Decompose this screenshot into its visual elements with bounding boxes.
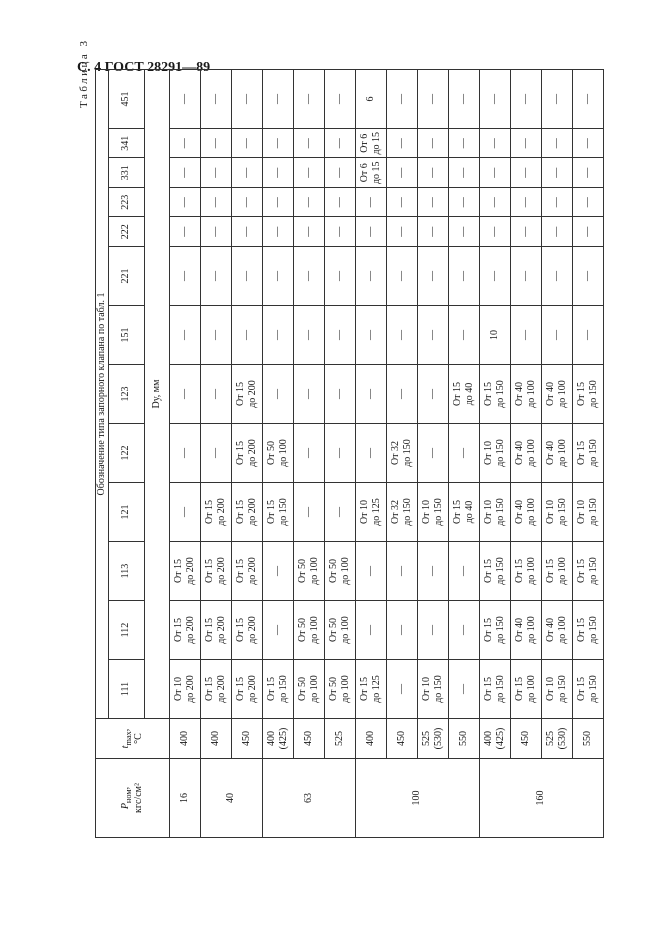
dn-range-cell: — bbox=[479, 247, 510, 306]
table-row bbox=[324, 70, 355, 838]
table-row bbox=[169, 70, 200, 838]
temperature-cell: 525 (530) bbox=[541, 719, 572, 759]
dn-range-cell: От 50 до 100 bbox=[324, 601, 355, 660]
dn-range-cell: — bbox=[262, 247, 293, 306]
dn-range-cell: — bbox=[262, 70, 293, 129]
table-row bbox=[510, 70, 541, 838]
table-head bbox=[96, 70, 170, 838]
dn-range-cell: — bbox=[417, 601, 448, 660]
dn-range-cell: — bbox=[262, 158, 293, 188]
pressure-cell: 160 bbox=[479, 759, 603, 838]
dn-range-cell: От 10 до 150 bbox=[417, 483, 448, 542]
dn-range-cell: От 15 до 100 bbox=[510, 542, 541, 601]
dn-range-cell: — bbox=[293, 129, 324, 159]
page-header: С. 4 ГОСТ 28291—89 bbox=[77, 60, 211, 75]
temperature-cell: 400 (425) bbox=[479, 719, 510, 759]
dn-range-cell: — bbox=[448, 247, 479, 306]
dn-range-cell: — bbox=[479, 158, 510, 188]
dn-range-cell: — bbox=[355, 306, 386, 365]
valve-type-151: 151 bbox=[108, 306, 144, 365]
dn-range-cell: — bbox=[386, 188, 417, 218]
dn-range-cell: — bbox=[231, 158, 262, 188]
dn-range-cell: — bbox=[386, 70, 417, 129]
valve-type-123: 123 bbox=[108, 365, 144, 424]
dn-range-cell: — bbox=[448, 306, 479, 365]
dn-range-cell: — bbox=[355, 601, 386, 660]
temperature-cell: 525 (530) bbox=[417, 719, 448, 759]
valve-type-112: 112 bbox=[108, 601, 144, 660]
dn-range-cell: — bbox=[479, 129, 510, 159]
table-row bbox=[572, 70, 603, 838]
dn-range-cell: — bbox=[386, 365, 417, 424]
dn-range-cell: От 15 до 200 bbox=[200, 601, 231, 660]
temperature-cell: 450 bbox=[386, 719, 417, 759]
table-row bbox=[355, 70, 386, 838]
dn-range-cell: От 10 до 150 bbox=[417, 660, 448, 719]
temperature-cell: 450 bbox=[293, 719, 324, 759]
dn-range-cell: — bbox=[541, 158, 572, 188]
dn-range-cell: — bbox=[324, 129, 355, 159]
dn-range-cell: — bbox=[386, 217, 417, 247]
dn-range-cell: — bbox=[262, 306, 293, 365]
dn-range-cell: — bbox=[448, 660, 479, 719]
dn-range-cell: От 40 до 100 bbox=[510, 424, 541, 483]
dn-range-cell: — bbox=[386, 306, 417, 365]
dn-range-cell: — bbox=[169, 306, 200, 365]
temperature-cell: 400 bbox=[200, 719, 231, 759]
temperature-header: $t_{max}$, °C bbox=[96, 719, 170, 759]
dn-range-cell: — bbox=[572, 158, 603, 188]
table-caption: Таблица 3 bbox=[78, 38, 90, 108]
valve-type-222: 222 bbox=[108, 217, 144, 247]
dn-range-cell: — bbox=[262, 188, 293, 218]
dn-range-cell: От 15 до 150 bbox=[572, 601, 603, 660]
valve-type-122: 122 bbox=[108, 424, 144, 483]
dn-range-cell: От 10 до 200 bbox=[169, 660, 200, 719]
dn-range-cell: От 15 до 200 bbox=[231, 660, 262, 719]
dn-range-cell: От 40 до 100 bbox=[510, 365, 541, 424]
valve-type-341: 341 bbox=[108, 129, 144, 159]
dn-range-cell: От 15 до 150 bbox=[572, 424, 603, 483]
dn-range-cell: — bbox=[417, 306, 448, 365]
dn-range-cell: — bbox=[200, 129, 231, 159]
dn-range-cell: От 15 до 150 bbox=[262, 660, 293, 719]
dn-range-cell: От 40 до 100 bbox=[541, 601, 572, 660]
dn-range-cell: — bbox=[448, 70, 479, 129]
dn-range-cell: — bbox=[293, 70, 324, 129]
pressure-cell: 16 bbox=[169, 759, 200, 838]
valve-type-221: 221 bbox=[108, 247, 144, 306]
dn-range-cell: — bbox=[572, 247, 603, 306]
table-row bbox=[262, 70, 293, 838]
dn-range-cell: — bbox=[417, 247, 448, 306]
dn-range-cell: — bbox=[200, 188, 231, 218]
dn-range-cell: — bbox=[324, 70, 355, 129]
dn-range-cell: 10 bbox=[479, 306, 510, 365]
dn-range-cell: От 15 до 100 bbox=[541, 542, 572, 601]
dn-range-cell: — bbox=[479, 188, 510, 218]
dn-range-cell: — bbox=[386, 660, 417, 719]
dn-range-cell: — bbox=[448, 129, 479, 159]
temperature-cell: 525 bbox=[324, 719, 355, 759]
dn-range-cell: — bbox=[293, 424, 324, 483]
dn-range-cell: — bbox=[417, 365, 448, 424]
dn-range-cell: От 10 до 150 bbox=[479, 483, 510, 542]
dn-range-cell: — bbox=[324, 247, 355, 306]
dn-range-cell: — bbox=[262, 542, 293, 601]
dn-range-cell: — bbox=[572, 217, 603, 247]
dn-range-cell: От 15 до 150 bbox=[572, 365, 603, 424]
dn-range-cell: — bbox=[169, 129, 200, 159]
temperature-cell: 550 bbox=[572, 719, 603, 759]
dn-range-cell: — bbox=[231, 217, 262, 247]
dn-range-cell: — bbox=[355, 424, 386, 483]
dn-range-cell: — bbox=[231, 188, 262, 218]
dn-range-cell: — bbox=[293, 158, 324, 188]
dn-range-cell: От 10 до 125 bbox=[355, 483, 386, 542]
table-row bbox=[293, 70, 324, 838]
dn-range-cell: — bbox=[293, 217, 324, 247]
dn-range-cell: — bbox=[510, 188, 541, 218]
dn-range-cell: — bbox=[231, 129, 262, 159]
temperature-cell: 400 bbox=[169, 719, 200, 759]
dn-range-cell: От 15 до 150 bbox=[479, 601, 510, 660]
dn-range-cell: — bbox=[293, 306, 324, 365]
dn-range-cell: От 15 до 150 bbox=[262, 483, 293, 542]
nominal-diameter-label: Dу, мм bbox=[144, 70, 169, 719]
dn-range-cell: От 32 до 150 bbox=[386, 483, 417, 542]
dn-range-cell: От 10 до 150 bbox=[541, 660, 572, 719]
dn-range-cell: — bbox=[169, 424, 200, 483]
pressure-cell: 100 bbox=[355, 759, 479, 838]
dn-range-cell: От 15 до 200 bbox=[169, 601, 200, 660]
table-body bbox=[169, 70, 603, 838]
dn-range-cell: — bbox=[448, 424, 479, 483]
dn-range-cell: — bbox=[448, 601, 479, 660]
dn-range-cell: — bbox=[541, 217, 572, 247]
dn-range-cell: — bbox=[541, 188, 572, 218]
dn-range-cell: — bbox=[200, 247, 231, 306]
dn-range-cell: — bbox=[231, 70, 262, 129]
temperature-cell: 450 bbox=[231, 719, 262, 759]
dn-range-cell: — bbox=[386, 129, 417, 159]
dn-range-cell: — bbox=[262, 365, 293, 424]
pressure-header: $P_{ном}$, кгс/см² bbox=[96, 759, 170, 838]
group-title-row bbox=[96, 70, 109, 838]
dn-range-cell: — bbox=[479, 217, 510, 247]
dn-range-cell: — bbox=[417, 542, 448, 601]
dn-range-cell: От 15 до 40 bbox=[448, 365, 479, 424]
table-row bbox=[541, 70, 572, 838]
dn-range-cell: От 15 до 40 bbox=[448, 483, 479, 542]
dn-range-cell: — bbox=[510, 217, 541, 247]
dn-range-cell: — bbox=[293, 365, 324, 424]
dn-range-cell: — bbox=[355, 247, 386, 306]
dn-range-cell: — bbox=[572, 306, 603, 365]
dn-range-cell: — bbox=[448, 158, 479, 188]
dn-range-cell: — bbox=[448, 217, 479, 247]
dn-range-cell: — bbox=[293, 188, 324, 218]
dn-range-cell: — bbox=[262, 217, 293, 247]
dn-range-cell: — bbox=[324, 365, 355, 424]
dn-range-cell: От 50 до 100 bbox=[293, 542, 324, 601]
dn-range-cell: — bbox=[479, 70, 510, 129]
dn-range-cell: — bbox=[386, 542, 417, 601]
dn-range-cell: От 40 до 100 bbox=[541, 424, 572, 483]
dn-range-cell: От 40 до 100 bbox=[510, 483, 541, 542]
dn-range-cell: — bbox=[417, 129, 448, 159]
dn-range-cell: От 15 до 200 bbox=[231, 365, 262, 424]
pressure-cell: 63 bbox=[262, 759, 355, 838]
dn-range-cell: От 15 до 150 bbox=[572, 542, 603, 601]
dn-range-cell: От 15 до 150 bbox=[479, 660, 510, 719]
dn-range-cell: — bbox=[169, 188, 200, 218]
dn-range-cell: — bbox=[324, 306, 355, 365]
valve-type-group-title: Обозначение типа запорного клапана по табл. 1 bbox=[96, 70, 109, 719]
dn-range-cell: От 32 до 150 bbox=[386, 424, 417, 483]
valve-type-111: 111 bbox=[108, 660, 144, 719]
dn-range-cell: От 50 до 100 bbox=[293, 601, 324, 660]
table-row bbox=[386, 70, 417, 838]
dn-range-cell: — bbox=[417, 158, 448, 188]
dn-range-cell: — bbox=[417, 188, 448, 218]
dn-range-cell: — bbox=[386, 158, 417, 188]
dn-range-cell: — bbox=[293, 247, 324, 306]
table-row bbox=[417, 70, 448, 838]
dn-range-cell: — bbox=[200, 306, 231, 365]
dn-range-cell: — bbox=[169, 217, 200, 247]
dn-range-cell: От 10 до 150 bbox=[572, 483, 603, 542]
dn-range-cell: — bbox=[324, 188, 355, 218]
dn-range-cell: От 15 до 150 bbox=[479, 365, 510, 424]
dn-range-cell: От 15 до 200 bbox=[200, 483, 231, 542]
dn-range-cell: — bbox=[200, 365, 231, 424]
dn-range-cell: От 15 до 200 bbox=[231, 542, 262, 601]
dn-range-cell: От 15 до 200 bbox=[231, 483, 262, 542]
dn-range-cell: — bbox=[572, 70, 603, 129]
dn-range-cell: От 50 до 100 bbox=[324, 660, 355, 719]
dn-range-cell: — bbox=[417, 424, 448, 483]
dn-range-cell: — bbox=[293, 483, 324, 542]
dn-range-cell: — bbox=[541, 306, 572, 365]
dn-range-cell: — bbox=[231, 306, 262, 365]
table-row bbox=[231, 70, 262, 838]
table-rotated-wrapper bbox=[78, 0, 661, 838]
dn-range-cell: — bbox=[324, 217, 355, 247]
dn-range-cell: От 40 до 100 bbox=[510, 601, 541, 660]
dn-range-cell: — bbox=[231, 247, 262, 306]
dn-range-cell: — bbox=[448, 542, 479, 601]
dn-range-cell: — bbox=[510, 247, 541, 306]
valve-type-113: 113 bbox=[108, 542, 144, 601]
dn-range-cell: — bbox=[572, 129, 603, 159]
dn-range-cell: — bbox=[386, 601, 417, 660]
dn-range-cell: — bbox=[200, 217, 231, 247]
dn-range-cell: От 6 до 15 bbox=[355, 158, 386, 188]
dn-range-cell: — bbox=[448, 188, 479, 218]
table-row bbox=[200, 70, 231, 838]
dn-range-cell: От 15 до 150 bbox=[572, 660, 603, 719]
dn-range-cell: От 15 до 100 bbox=[510, 660, 541, 719]
dn-range-cell: — bbox=[541, 129, 572, 159]
dn-range-cell: — bbox=[417, 70, 448, 129]
dn-range-cell: — bbox=[169, 158, 200, 188]
dn-range-cell: От 15 до 200 bbox=[169, 542, 200, 601]
dn-range-cell: — bbox=[324, 424, 355, 483]
dn-range-cell: — bbox=[541, 247, 572, 306]
dn-range-cell: — bbox=[417, 217, 448, 247]
valve-type-223: 223 bbox=[108, 188, 144, 218]
pressure-cell: 40 bbox=[200, 759, 262, 838]
dn-range-cell: От 15 до 200 bbox=[200, 660, 231, 719]
dn-range-cell: — bbox=[200, 158, 231, 188]
dn-range-cell: — bbox=[169, 365, 200, 424]
dn-range-cell: — bbox=[169, 247, 200, 306]
table-row bbox=[448, 70, 479, 838]
dn-range-cell: 6 bbox=[355, 70, 386, 129]
dn-range-cell: — bbox=[324, 158, 355, 188]
dn-range-cell: — bbox=[541, 70, 572, 129]
dn-range-cell: От 50 до 100 bbox=[324, 542, 355, 601]
dn-range-cell: — bbox=[510, 306, 541, 365]
dn-range-cell: — bbox=[510, 129, 541, 159]
temperature-cell: 550 bbox=[448, 719, 479, 759]
dn-range-cell: От 40 до 100 bbox=[541, 365, 572, 424]
temperature-cell: 400 (425) bbox=[262, 719, 293, 759]
valve-type-121: 121 bbox=[108, 483, 144, 542]
dn-range-cell: От 15 до 125 bbox=[355, 660, 386, 719]
dn-range-cell: — bbox=[324, 483, 355, 542]
dn-range-cell: — bbox=[262, 601, 293, 660]
dn-range-cell: — bbox=[355, 542, 386, 601]
dn-range-cell: От 15 до 200 bbox=[231, 424, 262, 483]
dn-range-cell: — bbox=[262, 129, 293, 159]
dn-range-cell: От 15 до 200 bbox=[200, 542, 231, 601]
dn-range-cell: От 6 до 15 bbox=[355, 129, 386, 159]
dn-range-cell: — bbox=[510, 158, 541, 188]
valve-type-451: 451 bbox=[108, 70, 144, 129]
dn-range-cell: — bbox=[169, 483, 200, 542]
valve-type-331: 331 bbox=[108, 158, 144, 188]
dn-range-cell: От 50 до 100 bbox=[293, 660, 324, 719]
dn-range-cell: — bbox=[355, 188, 386, 218]
dn-range-cell: — bbox=[355, 217, 386, 247]
table-row bbox=[479, 70, 510, 838]
dn-range-cell: От 15 до 150 bbox=[479, 542, 510, 601]
dn-range-cell: — bbox=[200, 424, 231, 483]
dn-range-cell: От 50 до 100 bbox=[262, 424, 293, 483]
dn-range-cell: От 10 до 150 bbox=[479, 424, 510, 483]
temperature-cell: 450 bbox=[510, 719, 541, 759]
dn-range-cell: — bbox=[169, 70, 200, 129]
dn-range-cell: От 10 до 150 bbox=[541, 483, 572, 542]
dn-range-cell: — bbox=[200, 70, 231, 129]
dn-range-cell: — bbox=[510, 70, 541, 129]
valve-spec-table bbox=[95, 69, 604, 838]
dn-range-cell: От 15 до 200 bbox=[231, 601, 262, 660]
temperature-cell: 400 bbox=[355, 719, 386, 759]
dn-range-cell: — bbox=[355, 365, 386, 424]
dn-range-cell: — bbox=[386, 247, 417, 306]
dn-range-cell: — bbox=[572, 188, 603, 218]
